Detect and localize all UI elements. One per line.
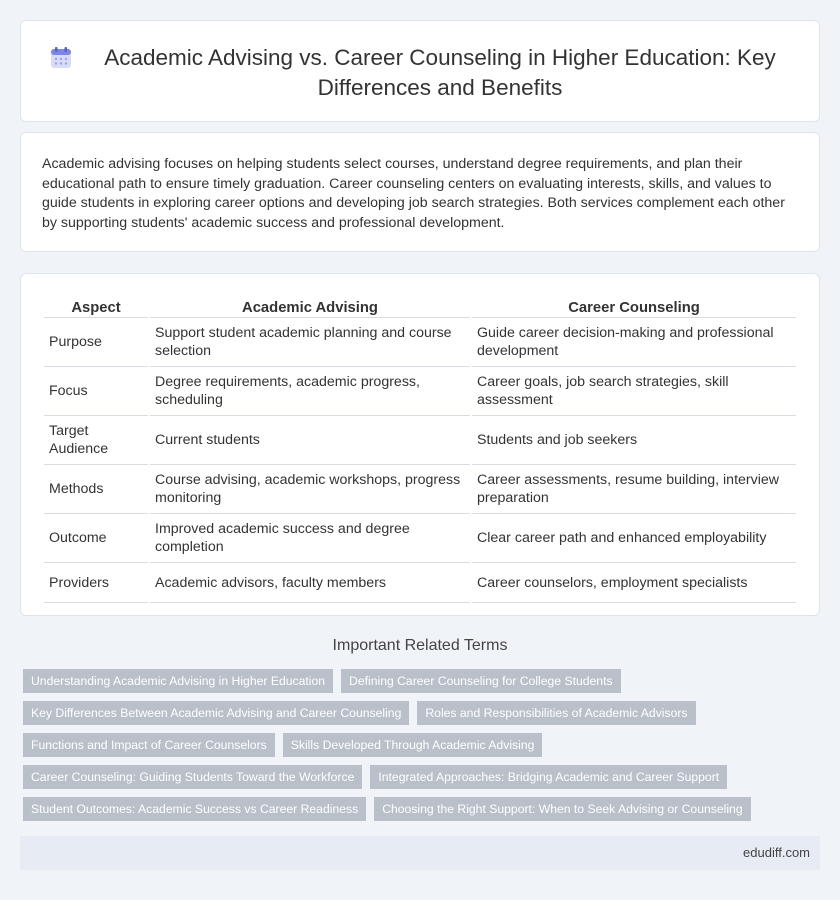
cell-academic: Improved academic success and degree completion: [150, 514, 470, 563]
cell-academic: Academic advisors, faculty members: [150, 563, 470, 603]
related-terms-list: [23, 669, 803, 829]
comparison-card: [20, 273, 820, 616]
footer: [20, 836, 820, 870]
cell-career: Career counselors, employment specialists: [472, 563, 796, 603]
related-term-tag[interactable]: Skills Developed Through Academic Advising: [283, 733, 543, 757]
related-term-tag[interactable]: Roles and Responsibilities of Academic Advisors: [417, 701, 695, 725]
header-aspect: Aspect: [44, 295, 148, 318]
cell-aspect: Outcome: [44, 514, 148, 563]
intro-card: [20, 132, 820, 252]
cell-career: Clear career path and enhanced employability: [472, 514, 796, 563]
title-card: [20, 20, 820, 122]
table-row: [44, 514, 796, 563]
table-row: [44, 465, 796, 514]
table-row: [44, 416, 796, 465]
tag-row: [23, 797, 803, 821]
related-term-tag[interactable]: Key Differences Between Academic Advising and Career Counseling: [23, 701, 409, 725]
cell-aspect: Providers: [44, 563, 148, 603]
cell-academic: Support student academic planning and course selection: [150, 318, 470, 367]
related-term-tag[interactable]: Student Outcomes: Academic Success vs Career Readiness: [23, 797, 366, 821]
cell-academic: Degree requirements, academic progress, scheduling: [150, 367, 470, 416]
related-term-tag[interactable]: Choosing the Right Support: When to Seek Advising or Counseling: [374, 797, 750, 821]
related-term-tag[interactable]: Defining Career Counseling for College Students: [341, 669, 621, 693]
comparison-table: [42, 295, 798, 603]
related-term-tag[interactable]: Career Counseling: Guiding Students Toward the Workforce: [23, 765, 362, 789]
table-row: [44, 563, 796, 603]
cell-career: Guide career decision-making and professional development: [472, 318, 796, 367]
related-term-tag[interactable]: Understanding Academic Advising in Higher Education: [23, 669, 333, 693]
table-row: [44, 318, 796, 367]
table-header-row: [44, 295, 796, 318]
page-title: Academic Advising vs. Career Counseling in Higher Education: Key Differences and Benefits: [104, 45, 776, 100]
cell-aspect: Methods: [44, 465, 148, 514]
cell-academic: Course advising, academic workshops, progress monitoring: [150, 465, 470, 514]
cell-aspect: Focus: [44, 367, 148, 416]
tag-row: [23, 765, 803, 789]
title-row: [61, 43, 799, 103]
table-row: [44, 367, 796, 416]
cell-career: Career goals, job search strategies, skill assessment: [472, 367, 796, 416]
tag-row: [23, 669, 803, 693]
related-term-tag[interactable]: Functions and Impact of Career Counselors: [23, 733, 275, 757]
cell-career: Students and job seekers: [472, 416, 796, 465]
cell-aspect: Purpose: [44, 318, 148, 367]
intro-paragraph: Academic advising focuses on helping students select courses, understand degree requirements, and plan their educational path to ensure timely graduation. Career counseling centers on evaluating interests, skills, and values to guide students in exploring career options and developing job search strategies. Both services complement each other by supporting students' academic success and professional development.: [42, 156, 785, 231]
cell-academic: Current students: [150, 416, 470, 465]
cell-career: Career assessments, resume building, interview preparation: [472, 465, 796, 514]
footer-site-link[interactable]: edudiff.com: [743, 845, 810, 860]
calendar-icon: [49, 46, 73, 70]
related-terms-title: Important Related Terms: [332, 637, 508, 654]
cell-aspect: Target Audience: [44, 416, 148, 465]
header-academic-advising: Academic Advising: [150, 295, 470, 318]
header-career-counseling: Career Counseling: [472, 295, 796, 318]
tag-row: [23, 701, 803, 725]
related-term-tag[interactable]: Integrated Approaches: Bridging Academic and Career Support: [370, 765, 727, 789]
tag-row: [23, 733, 803, 757]
